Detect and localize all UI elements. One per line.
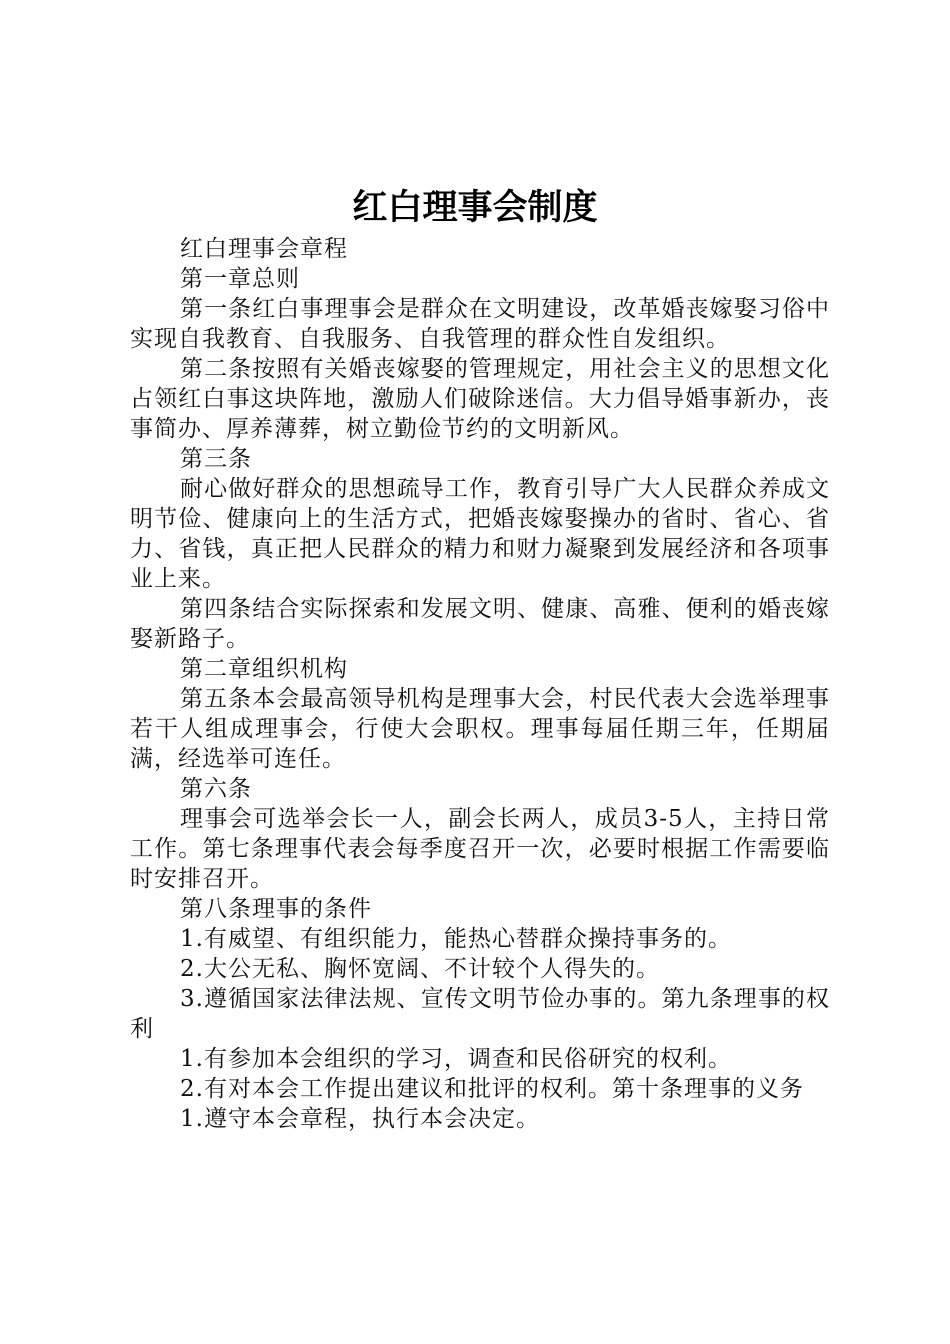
paragraph-article-6-heading: 第六条 bbox=[180, 776, 252, 802]
paragraph-article-1: 第一条红白事理事会是群众在文明建设，改革婚丧嫁娶习俗中实现自我教育、自我服务、自我管理的群众性自发组织。 bbox=[130, 296, 830, 352]
paragraph-article-2: 第二条按照有关婚丧嫁娶的管理规定，用社会主义的思想文化占领红白事这块阵地，激励人们破除迷信。大力倡导婚事新办，丧事简办、厚养薄葬，树立勤俭节约的文明新风。 bbox=[130, 356, 830, 442]
paragraph-article-4: 第四条结合实际探索和发展文明、健康、高雅、便利的婚丧嫁娶新路子。 bbox=[130, 596, 830, 652]
paragraph-article-5: 第五条本会最高领导机构是理事大会，村民代表大会选举理事若干人组成理事会，行使大会职权。理事每届任期三年，任期届满，经选举可连任。 bbox=[130, 686, 830, 772]
document-body bbox=[130, 234, 830, 1134]
document-title: 红白理事会制度 bbox=[352, 188, 598, 228]
paragraph-article-3-heading: 第三条 bbox=[180, 446, 252, 472]
paragraph-article-6-body: 理事会可选举会长一人，副会长两人，成员3-5人，主持日常工作。第七条理事代表会每季度召开一次，必要时根据工作需要临时安排召开。 bbox=[130, 806, 830, 892]
list-item: 1.有威望、有组织能力，能热心替群众操持事务的。 bbox=[180, 926, 732, 952]
paragraph-article-8-heading: 第八条理事的条件 bbox=[180, 896, 372, 922]
list-item: 1.有参加本会组织的学习，调查和民俗研究的权利。 bbox=[180, 1046, 732, 1072]
paragraph-charter-heading: 红白理事会章程 bbox=[180, 236, 348, 262]
paragraph-article-3-body: 耐心做好群众的思想疏导工作，教育引导广大人民群众养成文明节俭、健康向上的生活方式，把婚丧嫁娶操办的省时、省心、省力、省钱，真正把人民群众的精力和财力凝聚到发展经济和各项事业上来。 bbox=[130, 476, 830, 592]
paragraph-chapter-1-heading: 第一章总则 bbox=[180, 266, 300, 292]
list-item: 2.大公无私、胸怀宽阔、不计较个人得失的。 bbox=[180, 956, 660, 982]
list-item: 1.遵守本会章程，执行本会决定。 bbox=[180, 1106, 540, 1132]
list-item: 2.有对本会工作提出建议和批评的权利。第十条理事的义务 bbox=[180, 1076, 804, 1102]
list-item: 3.遵循国家法律法规、宣传文明节俭办事的。第九条理事的权利 bbox=[130, 986, 830, 1042]
paragraph-chapter-2-heading: 第二章组织机构 bbox=[180, 656, 348, 682]
